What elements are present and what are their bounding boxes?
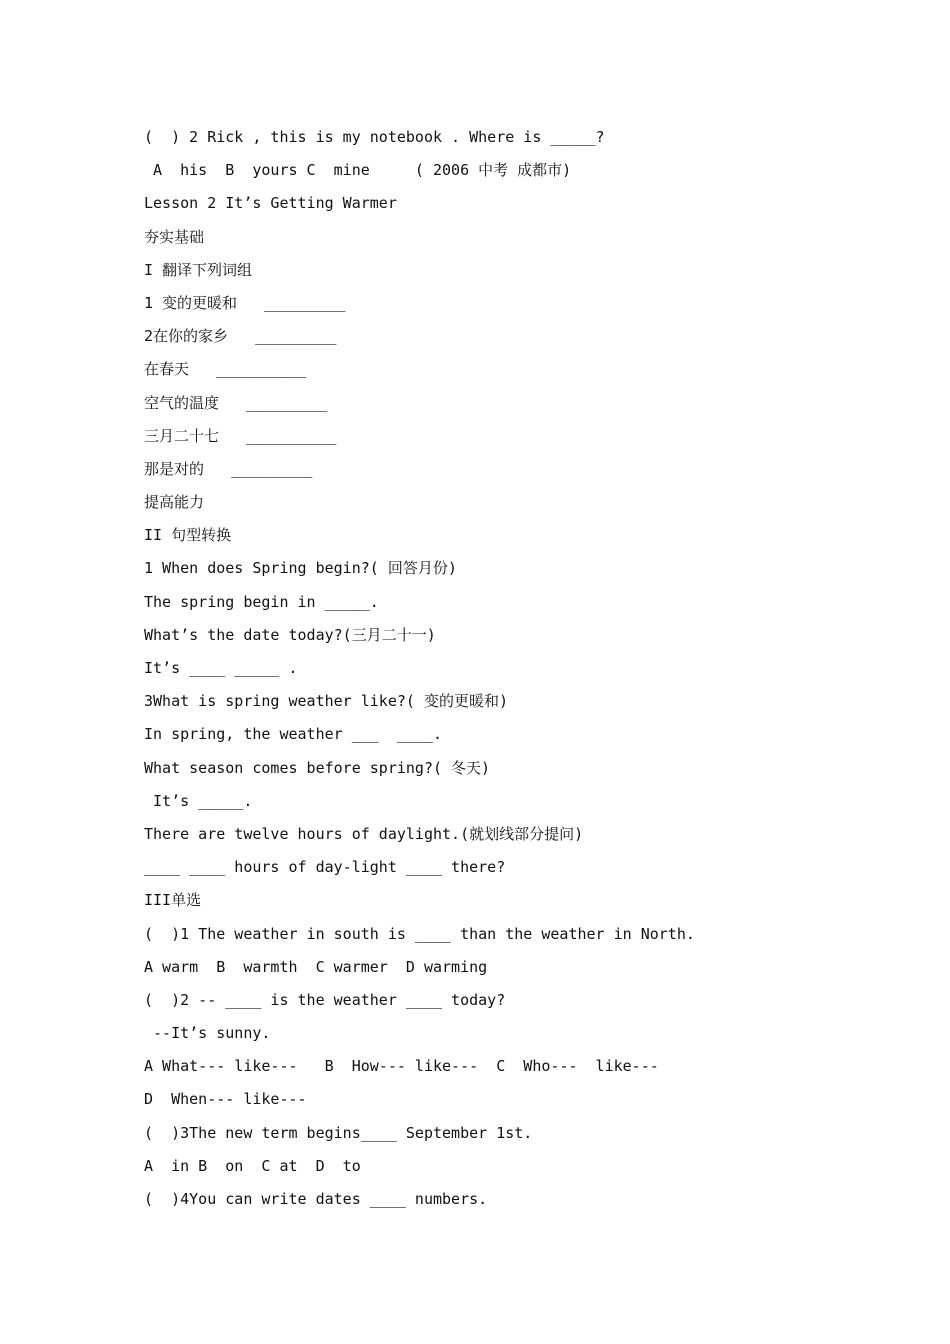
section-heading-foundation: 夯实基础 (144, 227, 205, 246)
lesson-title: Lesson 2 It’s Getting Warmer (144, 194, 397, 213)
transform-question: What’s the date today?(三月二十一) (144, 625, 436, 644)
part-i-heading: I 翻译下列词组 (144, 260, 253, 279)
translation-item: 那是对的 _________ (144, 459, 313, 478)
translation-item: 空气的温度 _________ (144, 393, 328, 412)
transform-answer: It’s ____ _____ . (144, 659, 298, 677)
choice-question: ( )1 The weather in south is ____ than the weather in North. (144, 924, 695, 943)
choice-question: ( )2 -- ____ is the weather ____ today? (144, 990, 506, 1009)
choice-question-reply: --It’s sunny. (144, 1024, 271, 1043)
part-iii-heading: III单选 (144, 891, 202, 910)
transform-question: What season comes before spring?( 冬天) (144, 758, 491, 777)
transform-answer: In spring, the weather ___ ____. (144, 725, 443, 744)
transform-answer: ____ ____ hours of day-light ____ there? (144, 858, 506, 877)
question-2-stem: ( ) 2 Rick , this is my notebook . Where is _____? (144, 128, 605, 146)
part-ii-heading: II 句型转换 (144, 526, 232, 545)
translation-item: 2在你的家乡 _________ (144, 327, 337, 346)
choice-options: A in B on C at D to (144, 1156, 361, 1175)
choice-options: A What--- like--- B How--- like--- C Who--- like--- (144, 1057, 659, 1076)
choice-question: ( )4You can write dates ____ numbers. (144, 1190, 488, 1208)
choice-options: A warm B warmth C warmer D warming (144, 957, 488, 976)
transform-answer: It’s _____. (144, 791, 253, 810)
transform-question: There are twelve hours of daylight.(就划线部分提问) (144, 824, 584, 843)
question-2-options: A his B yours C mine ( 2006 中考 成都市) (144, 161, 572, 180)
transform-answer: The spring begin in _____. (144, 592, 379, 611)
section-heading-improve: 提高能力 (144, 493, 205, 512)
transform-question: 3What is spring weather like?( 变的更暖和) (144, 692, 508, 711)
translation-item: 在春天 __________ (144, 360, 307, 379)
translation-item: 1 变的更暖和 _________ (144, 293, 346, 312)
choice-options: D When--- like--- (144, 1090, 307, 1109)
document-text-lines (144, 125, 904, 1220)
translation-item: 三月二十七 __________ (144, 426, 337, 445)
transform-question: 1 When does Spring begin?( 回答月份) (144, 559, 457, 578)
choice-question: ( )3The new term begins____ September 1st. (144, 1123, 533, 1142)
